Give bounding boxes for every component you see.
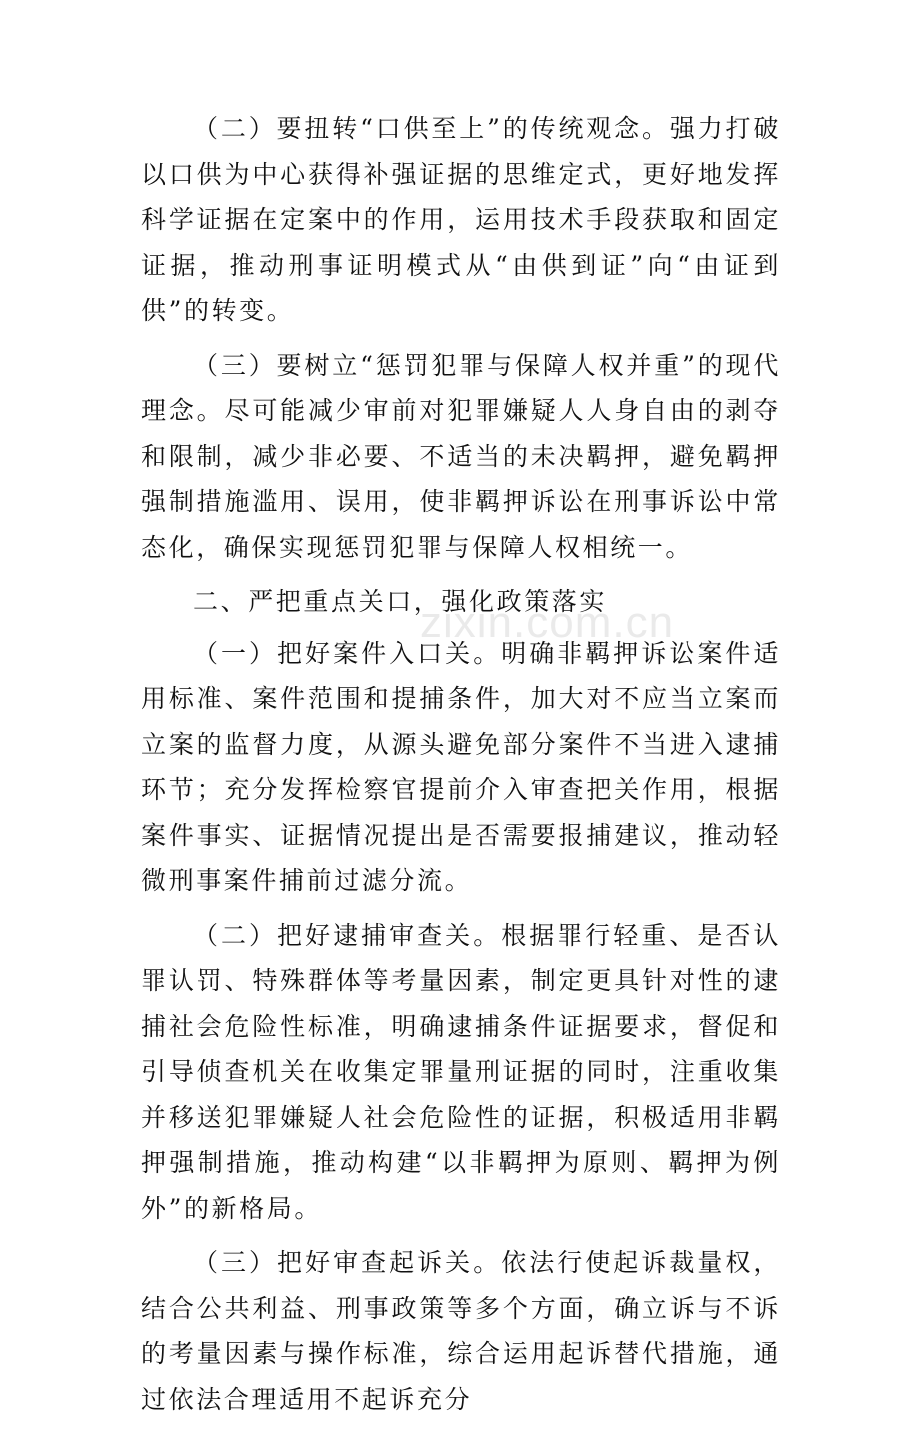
paragraph-prosecution-review-checkpoint: （三）把好审查起诉关。依法行使起诉裁量权，结合公共利益、刑事政策等多个方面，确立诉与不诉的考量因素与操作标准，综合运用起诉替代措施，通过依法合理适用不起诉充分 [141,1248,781,1414]
paragraph-establish-modern-concept: （三）要树立“惩罚犯罪与保障人权并重”的现代理念。尽可能减少审前对犯罪嫌疑人人身自由的剥夺和限制，减少非必要、不适当的未决羁押，避免羁押强制措施滥用、误用，使非羁押诉讼在刑事诉讼中常态化，确保实现惩罚犯罪与保障人权相统一。 [141,350,781,562]
paragraph-arrest-review-checkpoint: （二）把好逮捕审查关。根据罪行轻重、是否认罪认罚、特殊群体等考量因素，制定更具针对性的逮捕社会危险性标准，明确逮捕条件证据要求，督促和引导侦查机关在收集定罪量刑证据的同时，注重收集并移送犯罪嫌疑人社会危险性的证据，积极适用非羁押强制措施，推动构建“以非羁押为原则、羁押为例外”的新格局。 [141,920,781,1223]
paragraph-case-entry-checkpoint: （一）把好案件入口关。明确非羁押诉讼案件适用标准、案件范围和提捕条件，加大对不应当立案而立案的监督力度，从源头避免部分案件不当进入逮捕环节；充分发挥检察官提前介入审查把关作用，根据案件事实、证据情况提出是否需要报捕建议，推动轻微刑事案件捕前过滤分流。 [141,638,781,895]
paragraph-change-confession-concept: （二）要扭转“口供至上”的传统观念。强力打破以口供为中心获得补强证据的思维定式，更好地发挥科学证据在定案中的作用，运用技术手段获取和固定证据，推动刑事证明模式从“由供到证”向“由证到供”的转变。 [141,114,781,325]
watermark: zixin.com.cn [420,598,675,647]
document-body [141,106,781,1431]
section-heading-key-checkpoints: 二、严把重点关口，强化政策落实 [193,587,608,616]
